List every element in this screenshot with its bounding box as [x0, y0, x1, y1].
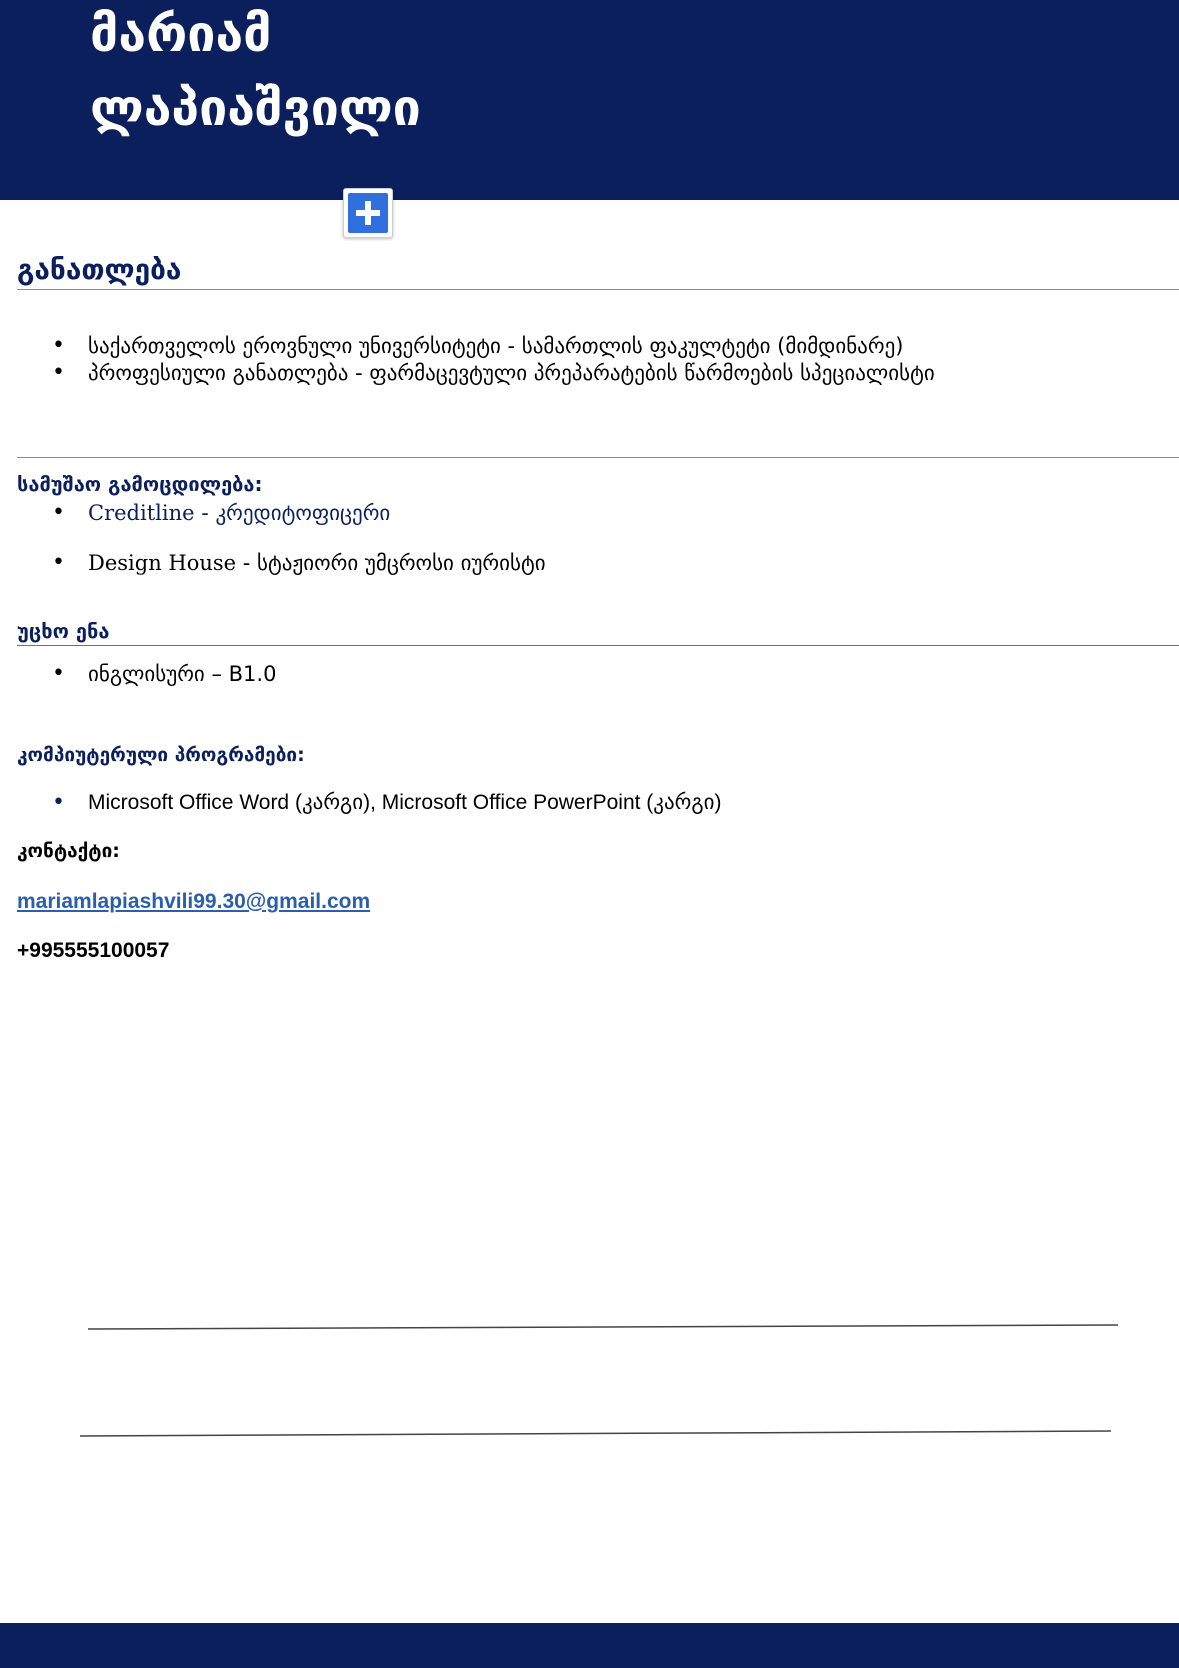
name-first: მარიამ — [90, 5, 272, 63]
name-last: ლაპიაშვილი — [90, 79, 421, 137]
work-role: - კრედიტოფიცერი — [194, 501, 391, 525]
section-divider — [17, 457, 1179, 458]
bullet-icon: • — [52, 661, 65, 686]
computer-skills-item: Microsoft Office Word (კარგი), Microsoft Office PowerPoint (კარგი) — [88, 791, 722, 814]
work-company: Creditline — [88, 501, 195, 525]
bullet-icon: • — [52, 500, 65, 525]
plus-icon — [348, 193, 388, 233]
bullet-icon: • — [52, 790, 65, 815]
email-link[interactable]: mariamlapiashvili99.30@gmail.com — [17, 890, 371, 913]
signature-line — [80, 1431, 1111, 1436]
work-item — [88, 549, 546, 577]
section-divider — [17, 645, 1179, 646]
header-banner — [0, 0, 1179, 200]
work-company: Design House — [88, 551, 237, 575]
bullet-icon: • — [52, 360, 65, 385]
signature-line — [88, 1325, 1118, 1329]
education-heading: განათლება — [17, 253, 182, 286]
computer-skills-heading: კომპიუტერული პროგრამები: — [17, 744, 305, 766]
education-item: პროფესიული განათლება - ფარმაცევტული პრეპარატების წარმოების სპეციალისტი — [88, 361, 935, 385]
language-heading: უცხო ენა — [17, 619, 110, 643]
signature-lines — [0, 1310, 1179, 1440]
add-section-button[interactable] — [343, 188, 393, 238]
work-item — [88, 499, 390, 527]
phone-number: +995555100057 — [17, 939, 170, 962]
section-divider — [17, 289, 1179, 290]
footer-banner — [0, 1623, 1179, 1668]
bullet-icon: • — [52, 333, 65, 358]
work-role: - სტაჟიორი უმცროსი იურისტი — [236, 551, 546, 575]
language-item: ინგლისური – B1.0 — [88, 662, 277, 686]
contact-heading: კონტაქტი: — [17, 840, 120, 862]
education-item: საქართველოს ეროვნული უნივერსიტეტი - სამართლის ფაკულტეტი (მიმდინარე) — [88, 334, 904, 358]
work-heading: სამუშაო გამოცდილება: — [17, 472, 263, 496]
bullet-icon: • — [52, 550, 65, 575]
